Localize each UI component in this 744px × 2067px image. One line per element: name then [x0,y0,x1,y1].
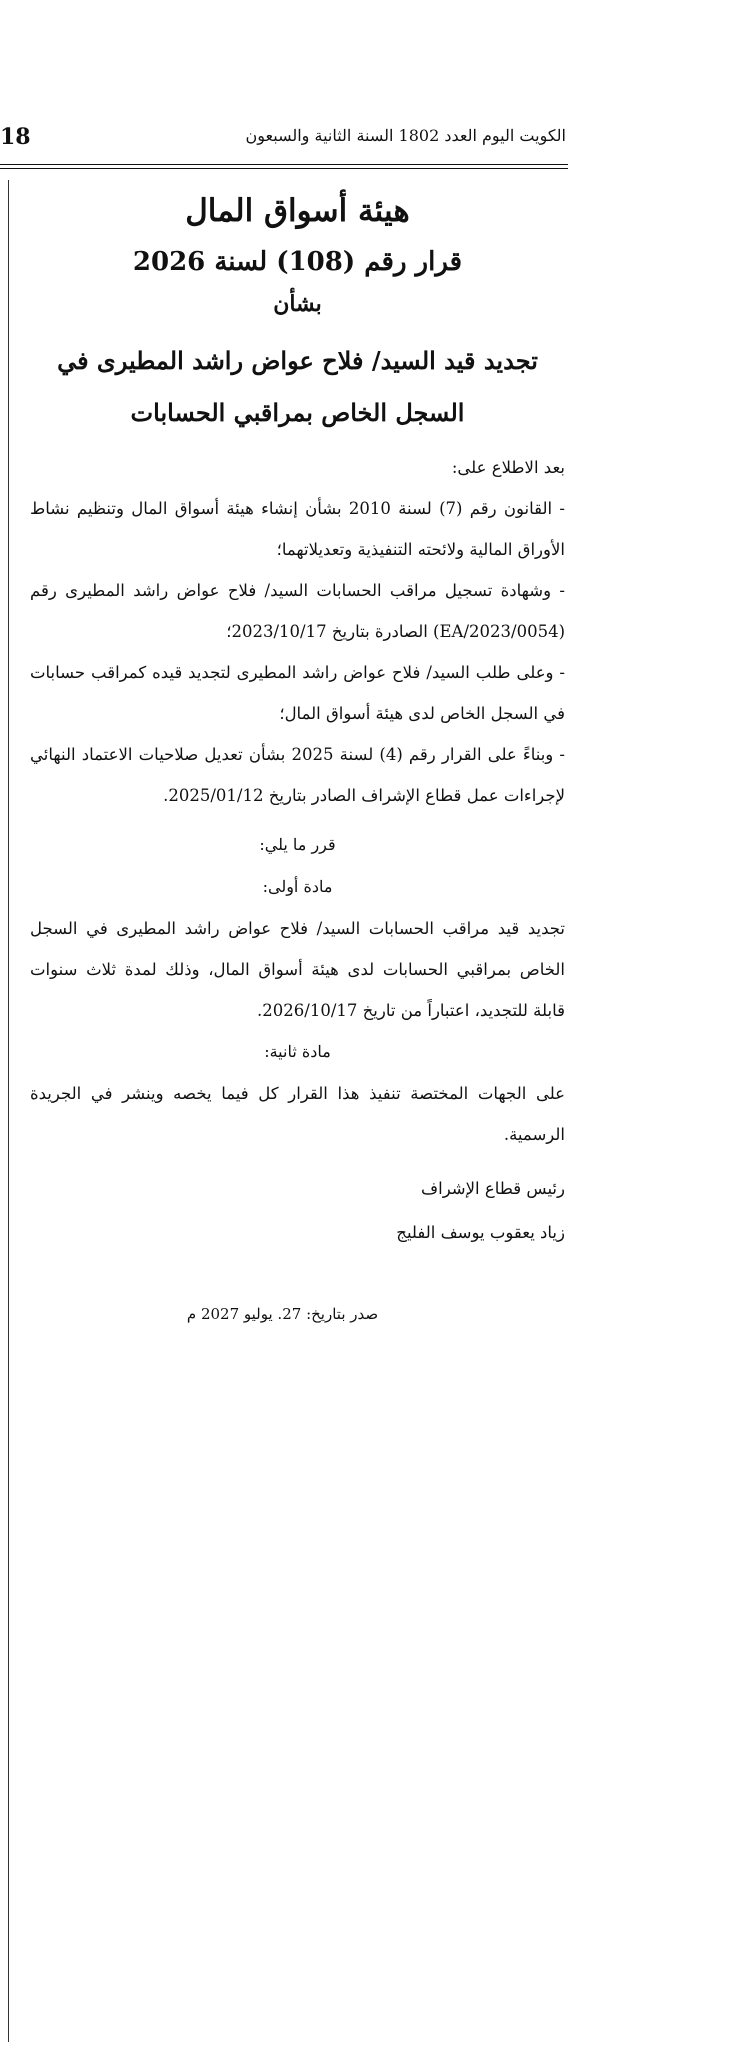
article-1-text: تجديد قيد مراقب الحسابات السيد/ فلاح عواض راشد المطيرى في السجل الخاص بمراقبي الحسابات لدى هيئة أسواق المال، وذلك لمدة ثلاث سنوات قابلة للتجديد، اعتباراً من تاريخ 2026/10/17. [30,919,565,1020]
article-1-title: مادة أولى: [262,877,333,896]
running-title: الكويت اليوم العدد 1802 السنة الثانية والسبعون [245,126,566,145]
preamble-clause-4: - وبناءً على القرار رقم (4) لسنة 2025 بشأن تعديل صلاحيات الاعتماد النهائي لإجراءات عمل قطاع الإشراف الصادر بتاريخ 2025/01/12. [30,745,565,805]
regarding-label: بشأن [273,291,322,317]
decided-label: قرر ما يلي: [259,835,336,854]
signatory-name: زياد يعقوب يوسف الفليج [396,1223,565,1242]
column-rule [8,180,9,2042]
subject-heading [30,335,565,439]
article-2-title: مادة ثانية: [264,1042,331,1061]
page-number: 18 [0,124,31,150]
issued-date: صدر بتاريخ: 27. يوليو 2027 م [186,1305,379,1323]
page-header [0,124,744,158]
preamble-clause-3: - وعلى طلب السيد/ فلاح عواض راشد المطيرى لتجديد قيده كمراقب حسابات في السجل الخاص لدى هيئة أسواق المال؛ [30,663,565,723]
subject-line-2: السجل الخاص بمراقبي الحسابات [130,398,465,427]
authority-heading: هيئة أسواق المال [185,193,410,229]
preamble-clause-1: - القانون رقم (7) لسنة 2010 بشأن إنشاء هيئة أسواق المال وتنظيم نشاط الأوراق المالية ولائحته التنفيذية وتعديلاتهما؛ [30,499,565,559]
subject-line-1: تجديد قيد السيد/ فلاح عواض راشد المطيرى في [57,346,538,375]
article-2-text: على الجهات المختصة تنفيذ هذا القرار كل فيما يخصه وينشر في الجريدة الرسمية. [30,1084,565,1144]
preamble-clause-2: - وشهادة تسجيل مراقب الحسابات السيد/ فلاح عواض راشد المطيرى رقم (EA/2023/0054) الصادرة بتاريخ 2023/10/17؛ [30,581,565,641]
signatory-title: رئيس قطاع الإشراف [421,1179,565,1198]
header-rule-bottom [0,168,568,169]
after-review-label: بعد الاطلاع على: [451,458,565,477]
header-rule-top [0,164,568,165]
decision-column [30,185,565,1323]
decision-title: قرار رقم (108) لسنة 2026 [132,247,463,277]
